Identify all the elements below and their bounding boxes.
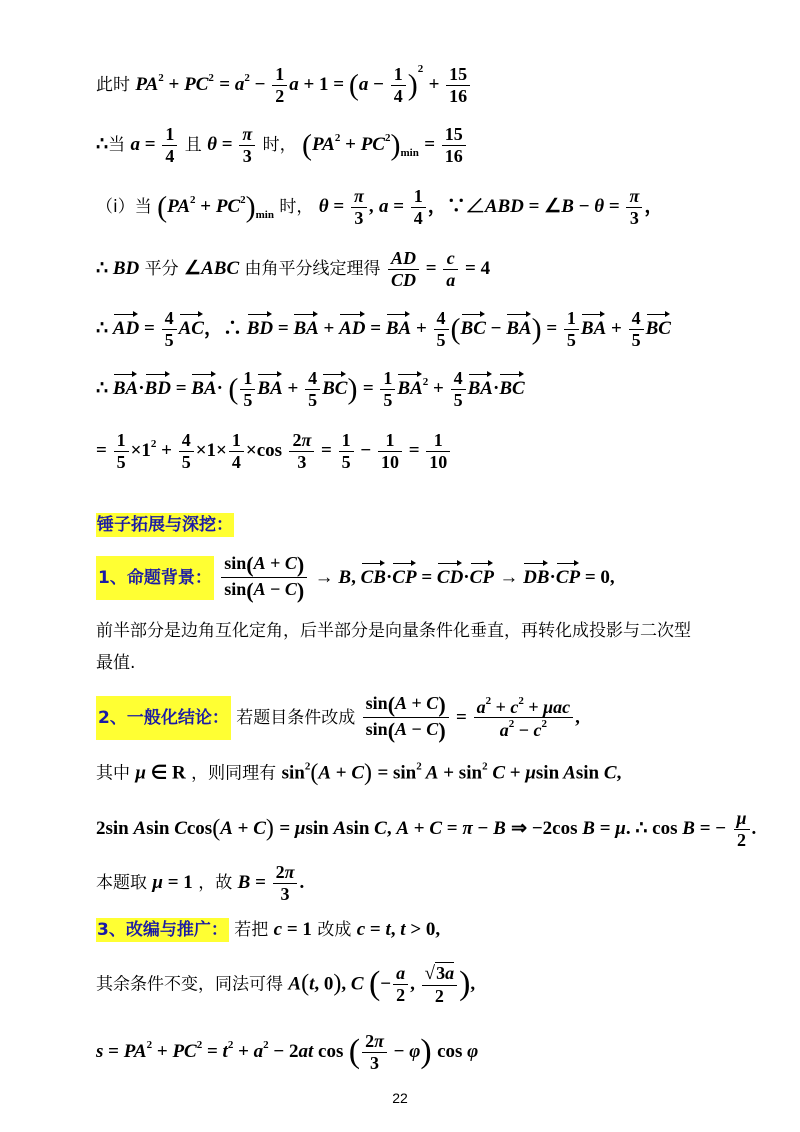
equation-line-3: （ⅰ）当 $(PA^2 + PC^2)_{min}$ 时， θ = $\frac{\pi}{3}$ , a = $\frac{1}{4}$ ，∵∠ABD = ∠B − θ = $\frac{\pi}{3}$ ， — [96, 186, 664, 228]
item-1: 1、命题背景： $\frac{\sin(A + C)}{\sin(A - C)}$ → B, CB·CP = CD·CP → DB·CP = 0, — [98, 552, 615, 604]
section-heading: 锤子拓展与深挖： — [97, 515, 233, 535]
item-2-line-2: 其中 μ ∈ R ，则同理有 $\sin^2(A + C) = \sin^2 A + \sin^2 C + \mu\sin$ Asin C, — [96, 760, 622, 786]
item-3: 3、改编与推广： 若把 c = 1 改成 c = t, t > 0, — [97, 919, 441, 940]
item-2-line-4: 本题取 μ = 1 ，故 B = $\frac{2\pi}{3}$ . — [96, 862, 305, 904]
page-number: 22 — [392, 1090, 408, 1106]
paragraph-1-cont: 最值. — [96, 653, 136, 673]
equation-line-1: 此时 $PA^2 + PC^2 = a^2$ − $\frac{1}{2}$ a + 1 = (a − $\frac{1}{4}$ )$^2$ + $\frac{15}{16}$ — [96, 62, 740, 106]
item-2-line-3: 2sin Asin Ccos(A + C) = μsin Asin C, A + C = π − B ⇒ −2cos B = μ. ∴ cos B = − $\frac{\mu}{2}$ . — [96, 808, 757, 850]
equation-line-6: ∴ BA·BD = BA· ( $\frac{1}{5}$ BA + $\frac{4}{5}$ BC) = $\frac{1}{5}$ $BA^2$ + $\frac{4}{5}$ BA·BC — [96, 368, 525, 410]
item-3-line-3: $s = PA^2 + PC^2 = t^2 + a^2 - 2at$ cos ( $\frac{2\pi}{3}$ − φ) cos φ — [96, 1030, 479, 1073]
paragraph-1: 前半部分是边角互化定角，后半部分是向量条件化垂直，再转化成投影与二次型 — [96, 621, 691, 641]
equation-line-2: ∴当 a = $\frac{1}{4}$ 且 θ = $\frac{\pi}{3}$ 时， $(PA^2 + PC^2)_{min}$ = $\frac{15}{16}$ — [96, 124, 740, 166]
equation-line-5: ∴ AD = $\frac{4}{5}$ AC，∴ BD = BA + AD = BA + $\frac{4}{5}$ (BC − BA) = $\frac{1}{5}$ BA + $\frac{4}{5}$ BC — [96, 308, 671, 350]
item-2: 2、一般化结论： 若题目条件改成 $\frac{\sin(A + C)}{\sin(A - C)}$ = $\frac{a^2 + c^2 + \mu ac}{a^2 - c^2}$ , — [98, 692, 580, 744]
item-3-line-2: 其余条件不变，同法可得 A(t, 0), C (− $\frac{a}{2}$ , $\frac{√3a}{2}$ ), — [96, 963, 476, 1006]
equation-line-4: ∴ BD 平分 ∠ABC 由角平分线定理得 $\frac{AD}{CD}$ = $\frac{c}{a}$ = 4 — [96, 248, 491, 290]
equation-line-7: = $\frac{1}{5}$ $\times 1^2$ + $\frac{4}{5}$ ×1× $\frac{1}{4}$ ×cos $\frac{2\pi}{3}$ = $\frac{1}{5}$ − $\frac{1}{10}$ = $\frac{1}{10}$ — [96, 430, 740, 472]
